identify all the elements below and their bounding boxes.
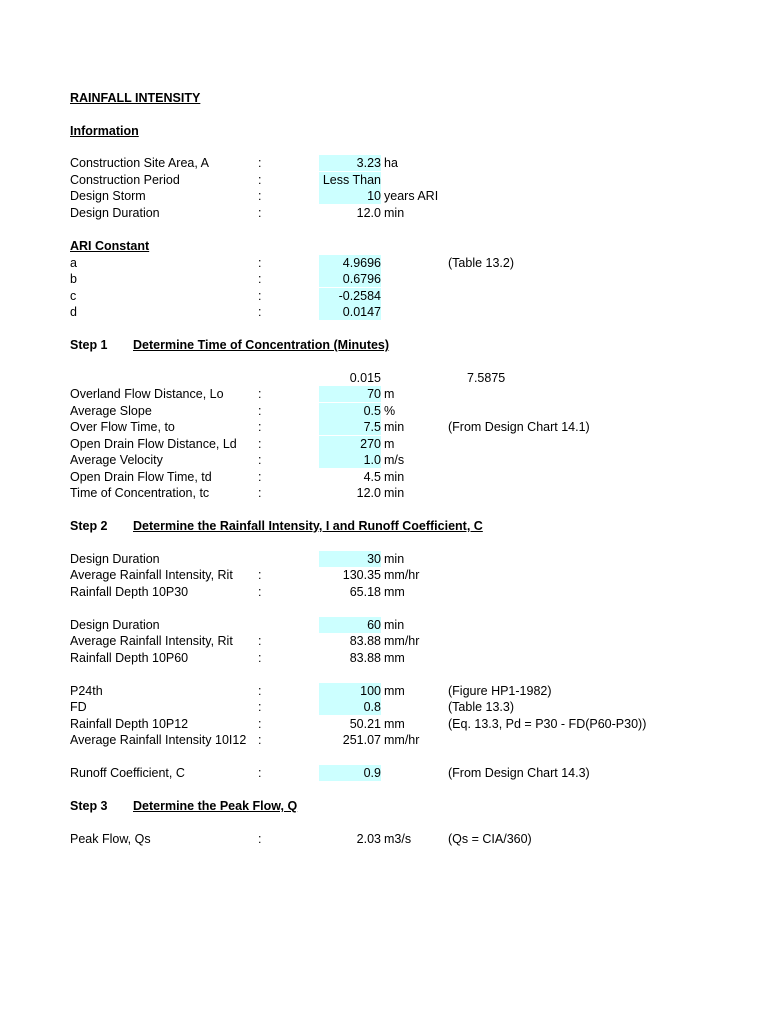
step1-unit: m <box>384 387 395 401</box>
info-value: 12.0 <box>356 206 381 220</box>
step1-label-row: Overland Flow Distance, Lo <box>70 387 224 401</box>
info-label: Construction Site Area, A <box>70 156 209 170</box>
ari-label: c <box>70 289 77 303</box>
step2-unit: mm/hr <box>384 733 420 747</box>
step2-row-label: Average Rainfall Intensity, Rit <box>70 568 233 582</box>
info-heading: Information <box>70 124 139 138</box>
step2-row-label: P24th <box>70 684 103 698</box>
info-colon: : <box>258 156 262 170</box>
step1-colon: : <box>258 387 262 401</box>
step2-note: (Table 13.3) <box>448 700 515 714</box>
info-label: Construction Period <box>70 173 180 187</box>
step1-value[interactable]: 0.5 <box>319 403 381 419</box>
step2-unit: min <box>384 552 405 566</box>
info-unit: min <box>384 206 405 220</box>
runoff-colon: : <box>258 766 262 780</box>
step2-colon: : <box>258 717 262 731</box>
step2-colon: : <box>258 634 262 648</box>
info-colon: : <box>258 189 262 203</box>
ari-label: b <box>70 272 77 286</box>
step1-label-row: Open Drain Flow Distance, Ld <box>70 437 237 451</box>
step2-value: 83.88 <box>349 651 381 665</box>
step1-colon: : <box>258 470 262 484</box>
ari-value[interactable]: 0.6796 <box>319 271 381 287</box>
step2-value: 65.18 <box>349 585 381 599</box>
ari-value[interactable]: 4.9696 <box>319 255 381 271</box>
step1-label-row: Open Drain Flow Time, td <box>70 470 212 484</box>
step2-row-label: Rainfall Depth 10P30 <box>70 585 189 599</box>
step2-colon: : <box>258 585 262 599</box>
step2-value: 251.07 <box>342 733 381 747</box>
ari-note: (Table 13.2) <box>448 256 515 270</box>
ari-label: d <box>70 305 77 319</box>
step1-value[interactable]: 1.0 <box>319 452 381 468</box>
step1-unit: m/s <box>384 453 405 467</box>
ari-value[interactable]: 0.0147 <box>319 304 381 320</box>
step2-value[interactable]: 60 <box>319 617 381 633</box>
step1-label-row: Average Velocity <box>70 453 163 467</box>
peak-flow-note: (Qs = CIA/360) <box>448 832 532 846</box>
info-value[interactable]: Less Than <box>319 172 381 188</box>
step2-unit: mm <box>384 684 405 698</box>
step1-unit: min <box>384 486 405 500</box>
step2-row-label: Rainfall Depth 10P60 <box>70 651 189 665</box>
runoff-value[interactable]: 0.9 <box>319 765 381 781</box>
step1-label-row: Over Flow Time, to <box>70 420 175 434</box>
step2-row-label: Design Duration <box>70 552 160 566</box>
step1-value: 4.5 <box>363 470 381 484</box>
step2-value: 83.88 <box>349 634 381 648</box>
step2-colon: : <box>258 684 262 698</box>
info-value[interactable]: 10 <box>319 188 381 204</box>
step1-value[interactable]: 7.5 <box>319 419 381 435</box>
ari-colon: : <box>258 289 262 303</box>
step2-label: Step 2 <box>70 519 108 533</box>
step1-label-row: Time of Concentration, tc <box>70 486 210 500</box>
step1-colon: : <box>258 420 262 434</box>
step1-value[interactable]: 70 <box>319 386 381 402</box>
peak-flow-unit: m3/s <box>384 832 412 846</box>
step1-label-row: Average Slope <box>70 404 152 418</box>
step2-value[interactable]: 100 <box>319 683 381 699</box>
step2-value[interactable]: 0.8 <box>319 699 381 715</box>
step2-value: 50.21 <box>349 717 381 731</box>
step1-value: 12.0 <box>356 486 381 500</box>
info-colon: : <box>258 173 262 187</box>
step2-unit: mm/hr <box>384 568 420 582</box>
step2-colon: : <box>258 700 262 714</box>
step2-title: Determine the Rainfall Intensity, I and Runoff Coefficient, C <box>133 519 483 533</box>
ari-colon: : <box>258 256 262 270</box>
peak-flow-colon: : <box>258 832 262 846</box>
step2-colon: : <box>258 568 262 582</box>
ari-value[interactable]: -0.2584 <box>319 288 381 304</box>
step2-unit: mm <box>384 717 405 731</box>
ari-colon: : <box>258 272 262 286</box>
step2-value[interactable]: 30 <box>319 551 381 567</box>
step2-row-label: Average Rainfall Intensity 10I12 <box>70 733 247 747</box>
step2-row-label: Rainfall Depth 10P12 <box>70 717 189 731</box>
step1-aux-value: 0.015 <box>349 371 381 385</box>
runoff-note: (From Design Chart 14.3) <box>448 766 590 780</box>
step2-note: (Eq. 13.3, Pd = P30 - FD(P60-P30)) <box>448 717 647 731</box>
step1-unit: min <box>384 420 405 434</box>
step3-label: Step 3 <box>70 799 108 813</box>
peak-flow-label: Peak Flow, Qs <box>70 832 151 846</box>
info-unit: years ARI <box>384 189 439 203</box>
step2-colon: : <box>258 651 262 665</box>
ari-colon: : <box>258 305 262 319</box>
step1-title: Determine Time of Concentration (Minutes) <box>133 338 390 352</box>
step1-unit: m <box>384 437 395 451</box>
info-unit: ha <box>384 156 398 170</box>
ari-label: a <box>70 256 77 270</box>
step1-colon: : <box>258 486 262 500</box>
step2-note: (Figure HP1-1982) <box>448 684 552 698</box>
step1-unit: min <box>384 470 405 484</box>
step2-value: 130.35 <box>342 568 381 582</box>
info-value[interactable]: 3.23 <box>319 155 381 171</box>
step1-colon: : <box>258 404 262 418</box>
step2-colon: : <box>258 733 262 747</box>
page-title: RAINFALL INTENSITY <box>70 91 201 105</box>
runoff-label: Runoff Coefficient, C <box>70 766 185 780</box>
ari-heading: ARI Constant <box>70 239 150 253</box>
info-colon: : <box>258 206 262 220</box>
step2-unit: mm <box>384 585 405 599</box>
step2-row-label: Design Duration <box>70 618 160 632</box>
step1-label: Step 1 <box>70 338 108 352</box>
peak-flow-value: 2.03 <box>356 832 381 846</box>
step2-unit: mm/hr <box>384 634 420 648</box>
step1-aux-value: 7.5875 <box>467 371 506 385</box>
step3-title: Determine the Peak Flow, Q <box>133 799 298 813</box>
step2-unit: min <box>384 618 405 632</box>
step1-note: (From Design Chart 14.1) <box>448 420 590 434</box>
step1-value[interactable]: 270 <box>319 436 381 452</box>
step1-colon: : <box>258 453 262 467</box>
step2-row-label: Average Rainfall Intensity, Rit <box>70 634 233 648</box>
info-label: Design Duration <box>70 206 160 220</box>
info-label: Design Storm <box>70 189 146 203</box>
step2-row-label: FD <box>70 700 87 714</box>
step1-unit: % <box>384 404 396 418</box>
step1-colon: : <box>258 437 262 451</box>
step2-unit: mm <box>384 651 405 665</box>
